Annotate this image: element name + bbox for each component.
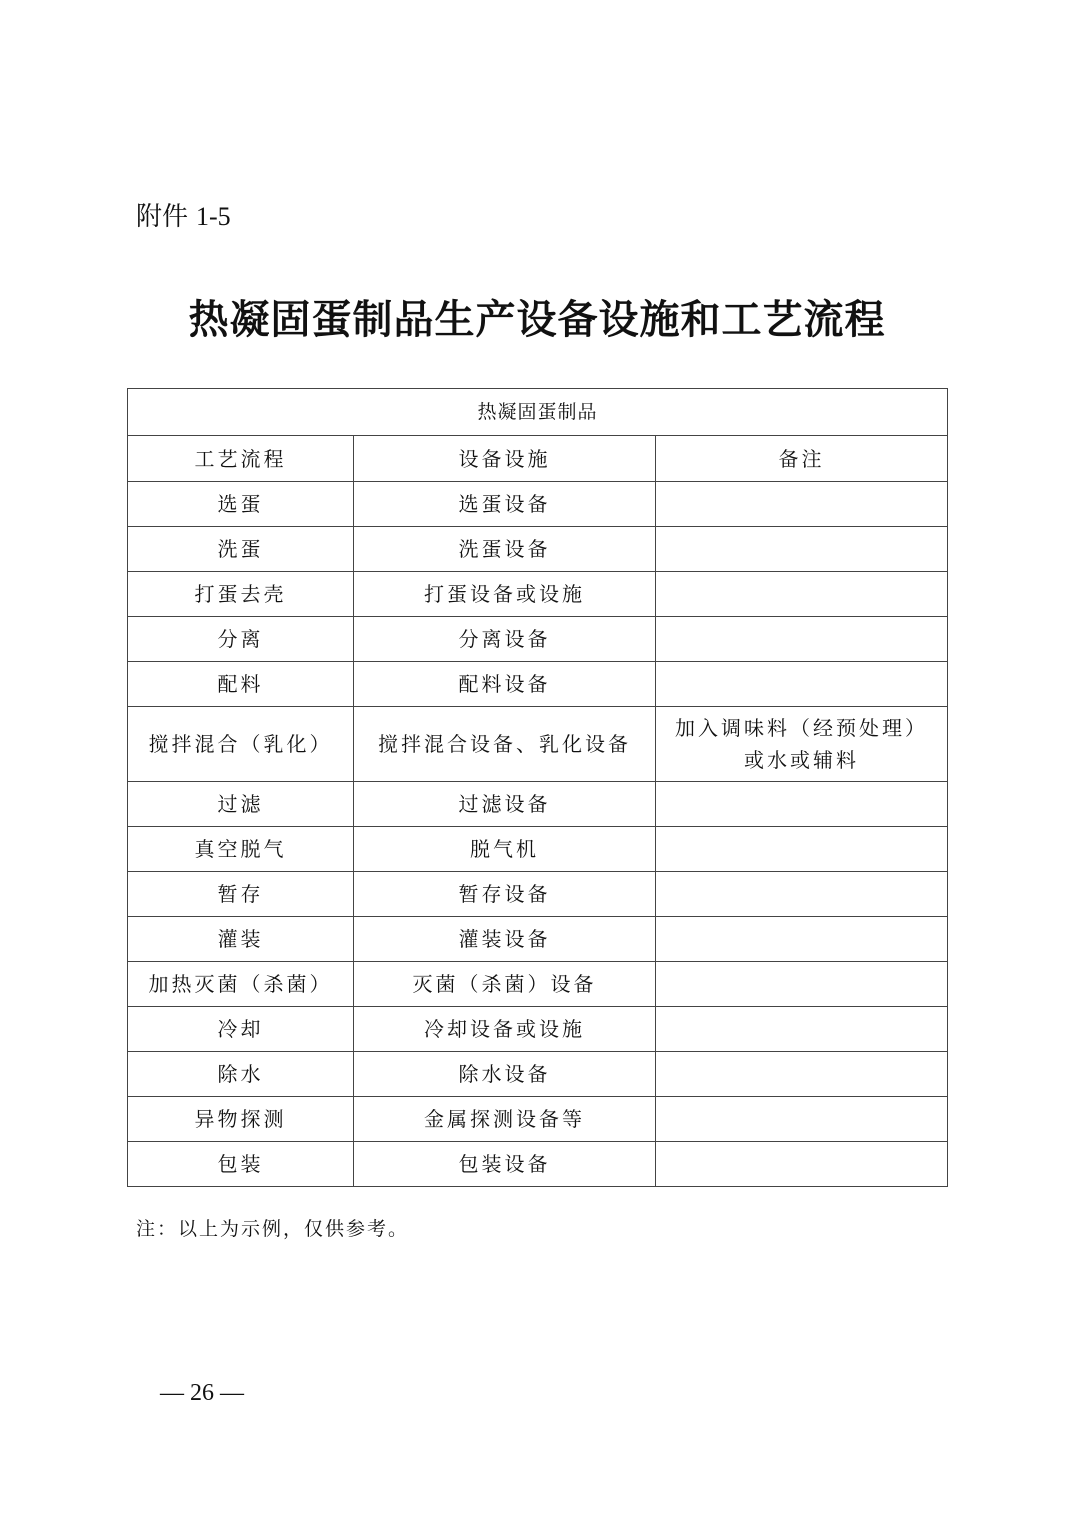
table-row <box>128 572 948 617</box>
cell-process: 配料 <box>128 662 354 707</box>
cell-note <box>656 827 948 872</box>
cell-equipment: 除水设备 <box>354 1052 656 1097</box>
table-group-header: 热凝固蛋制品 <box>128 389 948 436</box>
cell-equipment: 灭菌（杀菌）设备 <box>354 962 656 1007</box>
cell-process: 分离 <box>128 617 354 662</box>
cell-equipment: 打蛋设备或设施 <box>354 572 656 617</box>
table-row <box>128 872 948 917</box>
table-row <box>128 1142 948 1187</box>
cell-note <box>656 917 948 962</box>
cell-process: 搅拌混合（乳化） <box>128 707 354 782</box>
attachment-text: 附件 <box>136 202 189 232</box>
column-header-note: 备注 <box>656 436 948 482</box>
cell-process: 异物探测 <box>128 1097 354 1142</box>
cell-process: 过滤 <box>128 782 354 827</box>
table-row <box>128 662 948 707</box>
cell-process: 冷却 <box>128 1007 354 1052</box>
cell-note <box>656 527 948 572</box>
cell-note <box>656 1097 948 1142</box>
table-row <box>128 1052 948 1097</box>
attachment-number: 1-5 <box>196 202 231 231</box>
cell-equipment: 脱气机 <box>354 827 656 872</box>
cell-process: 打蛋去壳 <box>128 572 354 617</box>
cell-equipment: 冷却设备或设施 <box>354 1007 656 1052</box>
cell-process: 洗蛋 <box>128 527 354 572</box>
page-title: 热凝固蛋制品生产设备设施和工艺流程 <box>188 297 886 343</box>
table-group-header-row <box>128 389 948 436</box>
column-header-process: 工艺流程 <box>128 436 354 482</box>
cell-process: 选蛋 <box>128 482 354 527</box>
cell-equipment: 分离设备 <box>354 617 656 662</box>
table-row <box>128 1097 948 1142</box>
table-row <box>128 917 948 962</box>
cell-process: 暂存 <box>128 872 354 917</box>
cell-equipment: 灌装设备 <box>354 917 656 962</box>
table-row <box>128 782 948 827</box>
cell-equipment: 搅拌混合设备、乳化设备 <box>354 707 656 782</box>
table-column-header-row <box>128 436 948 482</box>
cell-note: 加入调味料（经预处理）或水或辅料 <box>656 707 948 782</box>
table-row <box>128 527 948 572</box>
cell-process: 除水 <box>128 1052 354 1097</box>
cell-equipment: 暂存设备 <box>354 872 656 917</box>
table-row <box>128 827 948 872</box>
cell-note <box>656 1142 948 1187</box>
table-row <box>128 1007 948 1052</box>
cell-process: 包装 <box>128 1142 354 1187</box>
table-row <box>128 482 948 527</box>
cell-note <box>656 482 948 527</box>
cell-note <box>656 872 948 917</box>
table-row <box>128 707 948 782</box>
cell-process: 加热灭菌（杀菌） <box>128 962 354 1007</box>
cell-note <box>656 782 948 827</box>
cell-note <box>656 572 948 617</box>
cell-equipment: 包装设备 <box>354 1142 656 1187</box>
cell-equipment: 选蛋设备 <box>354 482 656 527</box>
cell-note <box>656 962 948 1007</box>
cell-note <box>656 662 948 707</box>
cell-equipment: 洗蛋设备 <box>354 527 656 572</box>
table-body <box>128 389 948 1187</box>
cell-equipment: 金属探测设备等 <box>354 1097 656 1142</box>
cell-note <box>656 617 948 662</box>
table-row <box>128 617 948 662</box>
cell-note <box>656 1052 948 1097</box>
cell-equipment: 配料设备 <box>354 662 656 707</box>
attachment-label <box>136 196 231 233</box>
cell-note <box>656 1007 948 1052</box>
column-header-equipment: 设备设施 <box>354 436 656 482</box>
cell-process: 灌装 <box>128 917 354 962</box>
table-row <box>128 962 948 1007</box>
process-table <box>127 388 948 1187</box>
footnote: 注：以上为示例，仅供参考。 <box>136 1218 410 1240</box>
cell-process: 真空脱气 <box>128 827 354 872</box>
page-number: — 26 — <box>160 1380 244 1406</box>
cell-equipment: 过滤设备 <box>354 782 656 827</box>
